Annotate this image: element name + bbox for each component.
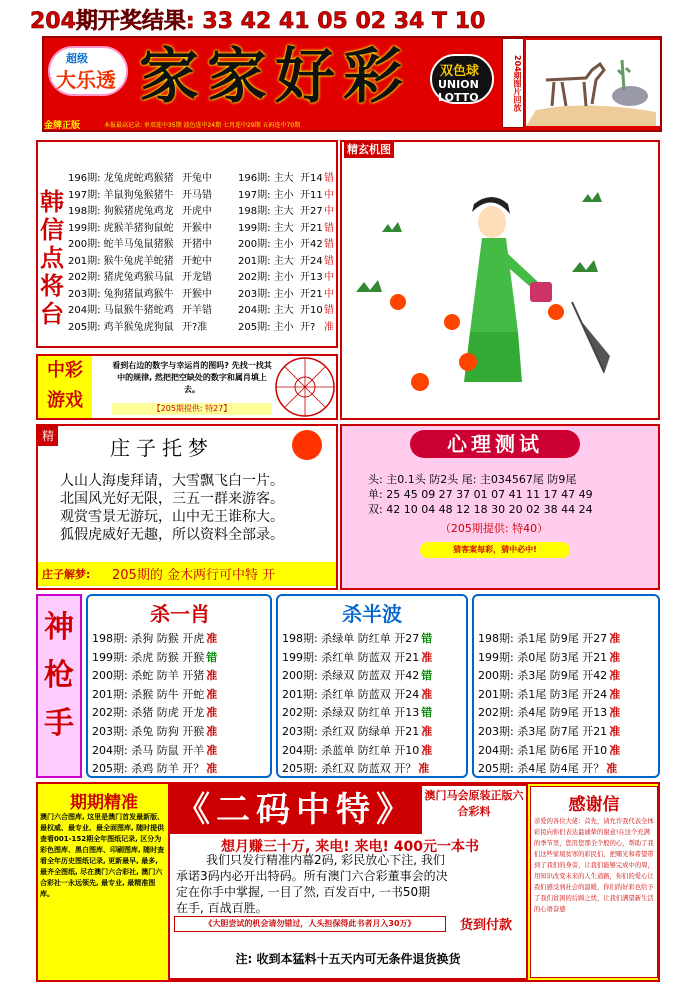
- record-note: 本报最高记录: 单双连中35期 波色连中24期 七肖连中29期 五码连中70期: [104, 122, 301, 129]
- hanxin-size-row: 198期: 主大: [238, 206, 294, 217]
- kill-row-text: 199期: 杀0尾 防3尾 开21: [478, 650, 608, 664]
- kill-row-text: 205期: 杀鸡 防羊 开？: [92, 762, 205, 776]
- psych-head-tail: 头: 主0.1头 防2头 尾: 主034567尾 防9尾: [368, 473, 577, 486]
- hanxin-open-value: 开虎中: [182, 206, 212, 217]
- game-label-line1: 中彩: [47, 360, 83, 381]
- kill-row-mark: 准: [206, 669, 218, 683]
- dream-tag: 精: [38, 426, 58, 446]
- psych-test-title: 心理测试: [410, 430, 580, 458]
- union-lotto-logo: [430, 54, 494, 104]
- poem-line: 观赏雪景无游玩，山中无王谁称大。: [60, 509, 284, 525]
- kill-row-mark: 准: [609, 743, 621, 757]
- hanxin-mark: 错: [324, 305, 334, 316]
- hanxin-zodiac-row: 202期: 猪虎兔鸡猴马鼠: [68, 272, 174, 283]
- kill-row-text: 202期: 杀绿双 防红单 开13: [282, 706, 420, 720]
- hanxin-open-value: 开?准: [182, 321, 208, 333]
- hanxin-zodiac-row: 197期: 羊鼠狗兔猴猪牛: [68, 189, 174, 201]
- thanks-text: 亲爱的各位大佬：首先，请允许我代表全体彩民向你们表达最诚挚的谢意!在这个充满的季节里，您用您那全个般的心，帮助了我们这些家境贫寒的彩民们，把赌光和希望带到了我们的身旁，让我们能够完成中的周，用知识改变未来的人生道路，你们的爱心让我们感受到社会的温暖，你们的好彩也给予了我们贫困的后顾之忧，让我们满望新生活的心语奋感: [534, 818, 654, 913]
- kill-row-mark: 准: [609, 706, 621, 720]
- hanxin-open-value: 开兔中: [182, 173, 212, 184]
- hanxin-size-open: 开42: [300, 239, 323, 250]
- poem-line: 北国风光好无限，三五一群来游客。: [60, 491, 284, 507]
- kill-row-mark: 准: [606, 762, 618, 776]
- hanxin-open-value: 开猴中: [182, 222, 212, 234]
- kill-zodiac-row: [92, 667, 217, 686]
- hanxin-zodiac-row: 205期: 鸡羊猴兔虎狗鼠: [68, 321, 174, 333]
- hanxin-open-value: 开猴中: [182, 288, 212, 300]
- kill-row-text: 200期: 杀3尾 防9尾 开42: [478, 669, 608, 683]
- kill-row-text: 199期: 杀虎 防猴 开猴: [92, 650, 205, 664]
- kill-row-text: 198期: 杀绿单 防红单 开27: [282, 632, 420, 645]
- kill-row-text: 203期: 杀兔 防狗 开猴: [92, 725, 205, 738]
- kill-row-text: 205期: 杀4尾 防4尾 开？: [478, 762, 605, 776]
- kill-zodiac-row: [92, 704, 217, 723]
- kill-row-text: 200期: 杀蛇 防羊 开猪: [92, 669, 205, 683]
- ermz-line: 定在你手中掌握, 一目了然, 百发百中, 一书50期: [176, 885, 431, 899]
- dream-interpretation-bar: [38, 562, 336, 586]
- kill-row-mark: 准: [421, 725, 433, 738]
- ermz-guarantee-bar: 《大胆尝试的机会请勿错过，人头担保得此书者月入30万》: [174, 916, 446, 932]
- kill-row-mark: 错: [421, 669, 433, 683]
- hanxin-zodiac-row: 196期: 龙兔虎蛇鸡猴猪: [68, 173, 174, 184]
- kill-row-text: 204期: 杀1尾 防6尾 开10: [478, 743, 608, 757]
- hanxin-mark: 中: [324, 189, 334, 201]
- red-sun-icon: [292, 430, 322, 460]
- hanxin-open-value: 开猪中: [182, 239, 212, 250]
- union-logo-top: 双色球: [440, 64, 480, 79]
- ermz-subtitle: 澳门马会原装正版六合彩料: [424, 789, 524, 818]
- riddle-picture: [342, 142, 658, 418]
- psych-tip: （205期提供: 特40）: [439, 522, 549, 535]
- kill-zodiac-row: [92, 742, 217, 761]
- riddle-picture-panel: [340, 140, 660, 420]
- kill-wave-row: [282, 667, 432, 686]
- issue-vertical-label: 204期图片回放: [502, 38, 524, 128]
- hanxin-mark: 准: [324, 321, 334, 333]
- union-logo-bottom: UNION LOTTO: [438, 78, 479, 104]
- hanxin-size-row: 202期: 主小: [238, 272, 294, 283]
- game-label-line2: 游戏: [47, 390, 83, 411]
- kill-wave-row: [282, 649, 432, 668]
- kill-row-mark: 准: [418, 762, 430, 776]
- kill-tail-row: [478, 649, 620, 668]
- top-result-text: 204期开奖结果: 33 42 41 05 02 34 T 10: [30, 9, 486, 34]
- kill-row-mark: 准: [609, 725, 621, 738]
- hanxin-size-row: 203期: 主小: [238, 288, 294, 300]
- logo-top-text: 超级: [66, 52, 88, 65]
- kill-row-mark: 准: [421, 687, 433, 701]
- kill-row-mark: 准: [206, 706, 218, 720]
- logo-main-text: 大乐透: [56, 68, 116, 92]
- hanxin-mark: 错: [324, 173, 334, 184]
- kill-wave-title: 杀半波: [342, 602, 402, 626]
- kill-row-mark: 准: [206, 632, 218, 645]
- kill-wave-row: [282, 760, 429, 779]
- cash-on-delivery: 货到付款: [459, 918, 512, 933]
- kill-tail-row: [478, 760, 617, 779]
- horse-illustration: [526, 40, 660, 126]
- kill-wave-row: [282, 742, 432, 761]
- dream-title: 庄子托梦: [110, 436, 214, 460]
- ermz-line: 我们只发行精准内幕2码, 彩民放心下注, 我们: [206, 853, 445, 867]
- hanxin-size-row: 197期: 主小: [238, 189, 294, 201]
- return-note: 注: 收到本猛料十五天内可无条件退货换货: [235, 952, 461, 966]
- hanxin-open-value: 开蛇中: [182, 255, 212, 267]
- kill-row-mark: 准: [206, 762, 218, 776]
- kill-row-text: 204期: 杀马 防鼠 开羊: [92, 743, 205, 757]
- kill-row-mark: 错: [206, 650, 218, 664]
- kill-row-mark: 准: [609, 632, 621, 645]
- super-lotto-logo: [48, 46, 128, 96]
- page-title: 家家好彩: [139, 42, 411, 112]
- zhongcai-game-label: [38, 356, 92, 418]
- kill-row-text: 201期: 杀1尾 防3尾 开24: [478, 687, 608, 701]
- kill-row-text: 202期: 杀猪 防虎 开龙: [92, 706, 205, 720]
- kill-row-text: 200期: 杀绿双 防蓝双 开42: [282, 669, 420, 683]
- hanxin-size-open: 开21: [300, 288, 323, 300]
- hanxin-mark: 中: [324, 272, 334, 283]
- kill-row-mark: 准: [609, 650, 621, 664]
- kill-row-mark: 错: [421, 632, 433, 645]
- kill-row-mark: 准: [421, 650, 433, 664]
- hanxin-mark: 错: [324, 222, 334, 234]
- hanxin-zodiac-row: 198期: 狗猴猪虎兔鸡龙: [68, 206, 174, 217]
- hanxin-zodiac-row: 199期: 虎猴羊猪狗鼠蛇: [68, 222, 174, 234]
- riddle-picture-tag: 精玄机图: [344, 142, 394, 158]
- kill-tail-row: [478, 723, 620, 742]
- hanxin-size-row: 199期: 主大: [238, 222, 294, 234]
- hanxin-size-open: 开11: [300, 189, 323, 201]
- dream-bar-text: 205期的 金木两行可中特 开: [112, 568, 276, 583]
- hanxin-size-open: 开?: [300, 321, 316, 333]
- kill-row-text: 201期: 杀红单 防蓝双 开24: [282, 687, 420, 701]
- hanxin-zodiac-row: 203期: 兔狗猪鼠鸡猴牛: [68, 288, 174, 300]
- kill-wave-row: [282, 686, 432, 705]
- kill-tail-row: [478, 630, 620, 649]
- kill-tail-row: [478, 686, 620, 705]
- psych-even: 双: 42 10 04 48 12 18 30 20 02 38 44 24: [368, 503, 593, 516]
- qq-title: 期期精准: [70, 793, 138, 813]
- psych-guess-banner: 猜客案每彩，猜中必中!: [420, 542, 570, 558]
- hanxin-size-open: 开10: [300, 305, 323, 316]
- hanxin-label: 韩信点将台: [40, 188, 64, 328]
- hanxin-mark: 中: [324, 206, 334, 217]
- kill-row-text: 203期: 杀3尾 防7尾 开21: [478, 725, 608, 738]
- kill-row-mark: 准: [609, 687, 621, 701]
- kill-row-text: 205期: 杀红双 防蓝双 开？: [282, 762, 417, 776]
- hanxin-mark: 中: [324, 288, 334, 300]
- kill-row-text: 198期: 杀狗 防猴 开虎: [92, 632, 205, 645]
- kill-row-mark: 准: [609, 669, 621, 683]
- kill-zodiac-row: [92, 630, 217, 649]
- kill-zodiac-row: [92, 723, 217, 742]
- kill-row-mark: 准: [206, 687, 218, 701]
- hanxin-size-open: 开21: [300, 222, 323, 234]
- ermz-line: 承诺3码内必开出特码。所有澳门六合彩董事会的决: [176, 869, 448, 883]
- kill-wave-row: [282, 630, 432, 649]
- thanks-title: 感谢信: [568, 795, 620, 815]
- hanxin-size-open: 开27: [300, 206, 323, 217]
- kill-row-text: 203期: 杀红双 防绿单 开21: [282, 725, 420, 738]
- hanxin-size-open: 开13: [300, 272, 323, 283]
- kill-zodiac-row: [92, 686, 217, 705]
- kill-row-mark: 错: [421, 706, 433, 720]
- hanxin-open-value: 开马错: [182, 189, 212, 201]
- kill-tail-row: [478, 667, 620, 686]
- hanxin-size-row: 204期: 主大: [238, 305, 294, 316]
- hanxin-zodiac-row: 204期: 马鼠猴牛猪蛇鸡: [68, 305, 174, 316]
- kill-wave-row: [282, 704, 432, 723]
- kill-wave-row: [282, 723, 432, 742]
- kill-row-text: 202期: 杀4尾 防9尾 开13: [478, 706, 608, 720]
- kill-row-text: 198期: 杀1尾 防9尾 开27: [478, 632, 608, 645]
- hanxin-mark: 错: [324, 255, 334, 267]
- zodiac-wheel-icon: [274, 356, 336, 418]
- hanxin-zodiac-row: 200期: 蛇羊马兔鼠猪猴: [68, 239, 174, 250]
- game-instruction: 看到右边的数字与幸运肖的图吗? 先找一找其中的规律, 然把把空缺处的数字和属肖填上去。: [112, 361, 272, 394]
- hanxin-zodiac-row: 201期: 猴牛兔虎羊蛇猪: [68, 255, 174, 267]
- gold-badge: 金牌正版: [44, 121, 81, 131]
- kill-row-mark: 准: [421, 743, 433, 757]
- kill-zodiac-row: [92, 760, 217, 779]
- hanxin-size-open: 开24: [300, 255, 323, 267]
- kill-tail-row: [478, 704, 620, 723]
- psych-odd: 单: 25 45 09 27 37 01 07 41 11 17 47 49: [368, 488, 593, 501]
- hanxin-mark: 错: [324, 239, 334, 250]
- hanxin-size-open: 开14: [300, 173, 323, 184]
- ermz-title: 《二码中特》: [170, 786, 422, 834]
- qq-text: 澳门六合图库, 这里是澳门首发最新版、最权威、最专业、最全面图库, 随时提供查看001-152期全年图纸记录, 区分为彩色图库、黑白图库、印刷图库, 随时查看全年历史图纸记录, 更新最早, 最多, 最齐全图纸, 尽在澳门六合彩社, 澳门六合彩社一永远领先, 最专业, 最精准图库。: [40, 813, 165, 898]
- hanxin-size-row: 200期: 主小: [238, 239, 294, 250]
- hanxin-size-row: 205期: 主小: [238, 321, 294, 333]
- hanxin-open-value: 开羊错: [182, 305, 212, 316]
- dream-bar-label: 庄子解梦:: [42, 568, 91, 581]
- ermz-line: 在手, 百战百胜。: [176, 901, 268, 915]
- poem-line: 人山人海虔拜请，大雪飘飞白一片。: [60, 473, 284, 489]
- kill-zodiac-title: 杀一肖: [150, 602, 210, 626]
- kill-zodiac-row: [92, 649, 217, 668]
- game-tip: 【205期提供: 特27】: [112, 403, 272, 415]
- kill-tail-row: [478, 742, 620, 761]
- kill-row-mark: 准: [206, 725, 218, 738]
- shenqiang-label: 神枪手: [44, 610, 74, 741]
- poem-line: 狐假虎威好无趣，所以资料全部录。: [60, 527, 284, 543]
- hanxin-size-row: 201期: 主大: [238, 255, 294, 267]
- hanxin-open-value: 开龙错: [182, 272, 212, 283]
- kill-row-text: 201期: 杀猴 防牛 开蛇: [92, 687, 205, 701]
- kill-row-mark: 准: [206, 743, 218, 757]
- kill-row-text: 204期: 杀蓝单 防红单 开10: [282, 743, 420, 757]
- top-result-bar: [0, 0, 696, 36]
- ermz-slogan: 想月赚三十万, 来电! 来电! 400元一本书: [221, 839, 479, 855]
- hanxin-size-row: 196期: 主大: [238, 173, 294, 184]
- kill-row-text: 199期: 杀红单 防蓝双 开21: [282, 650, 420, 664]
